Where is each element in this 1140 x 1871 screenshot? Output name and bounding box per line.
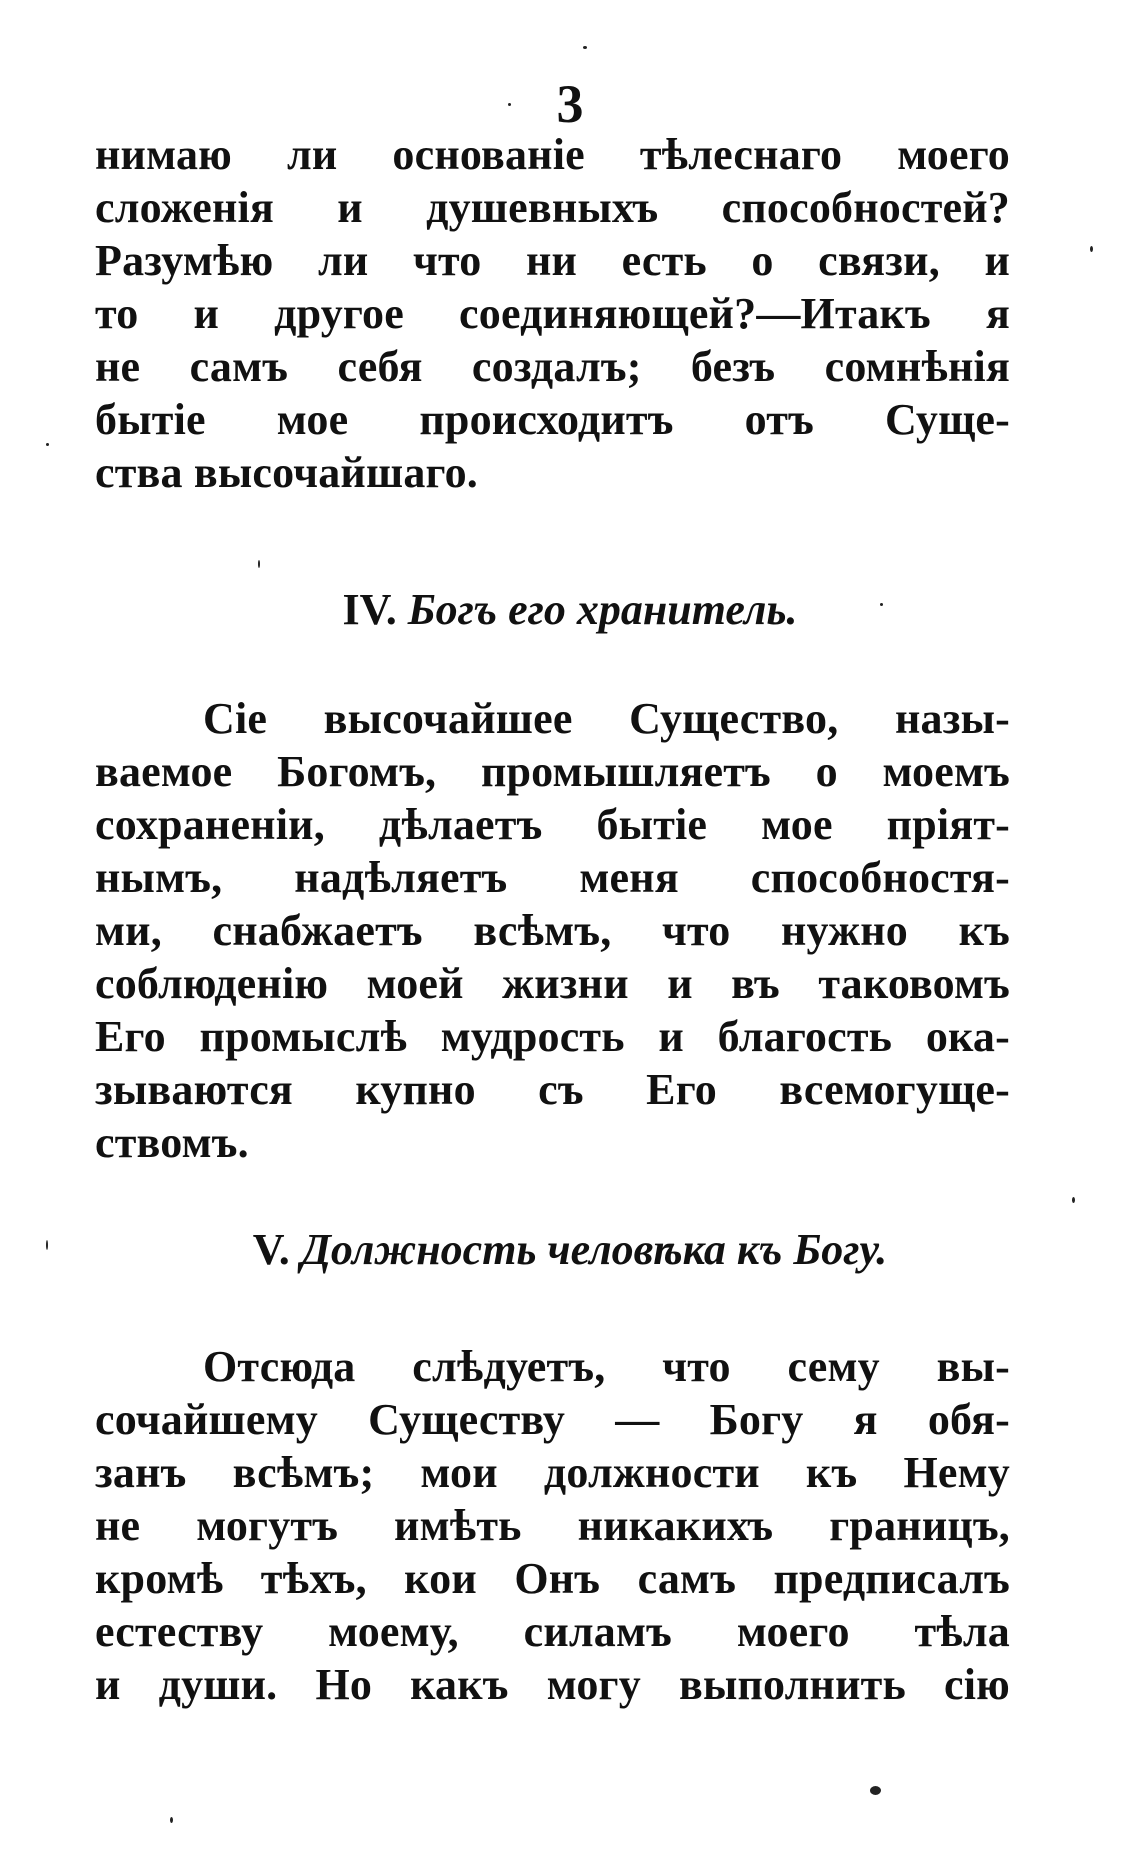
scan-speck xyxy=(1072,1197,1075,1203)
paragraph-2 xyxy=(95,692,1010,1169)
scan-speck xyxy=(1090,246,1093,252)
section-heading-v xyxy=(0,1222,1140,1278)
text-line: бытіе мое происходитъ отъ Суще- xyxy=(95,395,1010,444)
text-line: не могутъ имѣть никакихъ границъ, xyxy=(95,1501,1010,1550)
section-heading-iv xyxy=(0,582,1140,638)
text-line: Его промыслѣ мудрость и благость ока- xyxy=(95,1012,1010,1061)
text-line: ми, снабжаетъ всѣмъ, что нужно къ xyxy=(95,906,1010,955)
text-line: сочайшему Существу — Богу я обя- xyxy=(95,1395,1010,1444)
heading-number: IV. xyxy=(342,585,397,634)
heading-number: V. xyxy=(252,1225,290,1274)
scan-speck xyxy=(46,443,49,446)
text-line: занъ всѣмъ; мои должности къ Нему xyxy=(95,1448,1010,1497)
text-line: кромѣ тѣхъ, кои Онъ самъ предписалъ xyxy=(95,1554,1010,1603)
text-line: ваемое Богомъ, промышляетъ о моемъ xyxy=(95,747,1010,796)
text-line: Отсюда слѣдуетъ, что сему вы- xyxy=(203,1342,1010,1391)
text-line: Сіе высочайшее Существо, назы- xyxy=(203,694,1010,743)
text-line: то и другое соединяющей?—Итакъ я xyxy=(95,289,1010,338)
heading-title: Должность человѣка къ Богу. xyxy=(300,1225,888,1274)
text-line: сложенія и душевныхъ способностей? xyxy=(95,183,1010,232)
text-line: ства высочайшаго. xyxy=(95,448,479,497)
text-line: не самъ себя создалъ; безъ сомнѣнія xyxy=(95,342,1010,391)
paragraph-3 xyxy=(95,1340,1010,1711)
scan-speck xyxy=(583,46,587,49)
text-line: естеству моему, силамъ моего тѣла xyxy=(95,1607,1010,1656)
scan-speck xyxy=(258,560,260,568)
paragraph-1 xyxy=(95,128,1010,499)
text-line: ствомъ. xyxy=(95,1118,249,1167)
scan-speck xyxy=(170,1817,173,1823)
text-line: соблюденію моей жизни и въ таковомъ xyxy=(95,959,1010,1008)
page-number: 3 xyxy=(556,74,584,134)
scan-speck xyxy=(870,1786,881,1795)
text-line: сохраненіи, дѣлаетъ бытіе мое пріят- xyxy=(95,800,1010,849)
scan-speck xyxy=(508,103,511,106)
text-line: нимаю ли основаніе тѣлеснаго моего xyxy=(95,130,1010,179)
scan-speck xyxy=(880,603,883,606)
text-line: Разумѣю ли что ни есть о связи, и xyxy=(95,236,1010,285)
scan-speck xyxy=(46,1240,48,1250)
text-line: нымъ, надѣляетъ меня способностя- xyxy=(95,853,1010,902)
heading-title: Богъ его хранитель. xyxy=(407,585,798,634)
text-line: зываются купно съ Его всемогуще- xyxy=(95,1065,1010,1114)
text-line: и души. Но какъ могу выполнить сію xyxy=(95,1660,1010,1709)
